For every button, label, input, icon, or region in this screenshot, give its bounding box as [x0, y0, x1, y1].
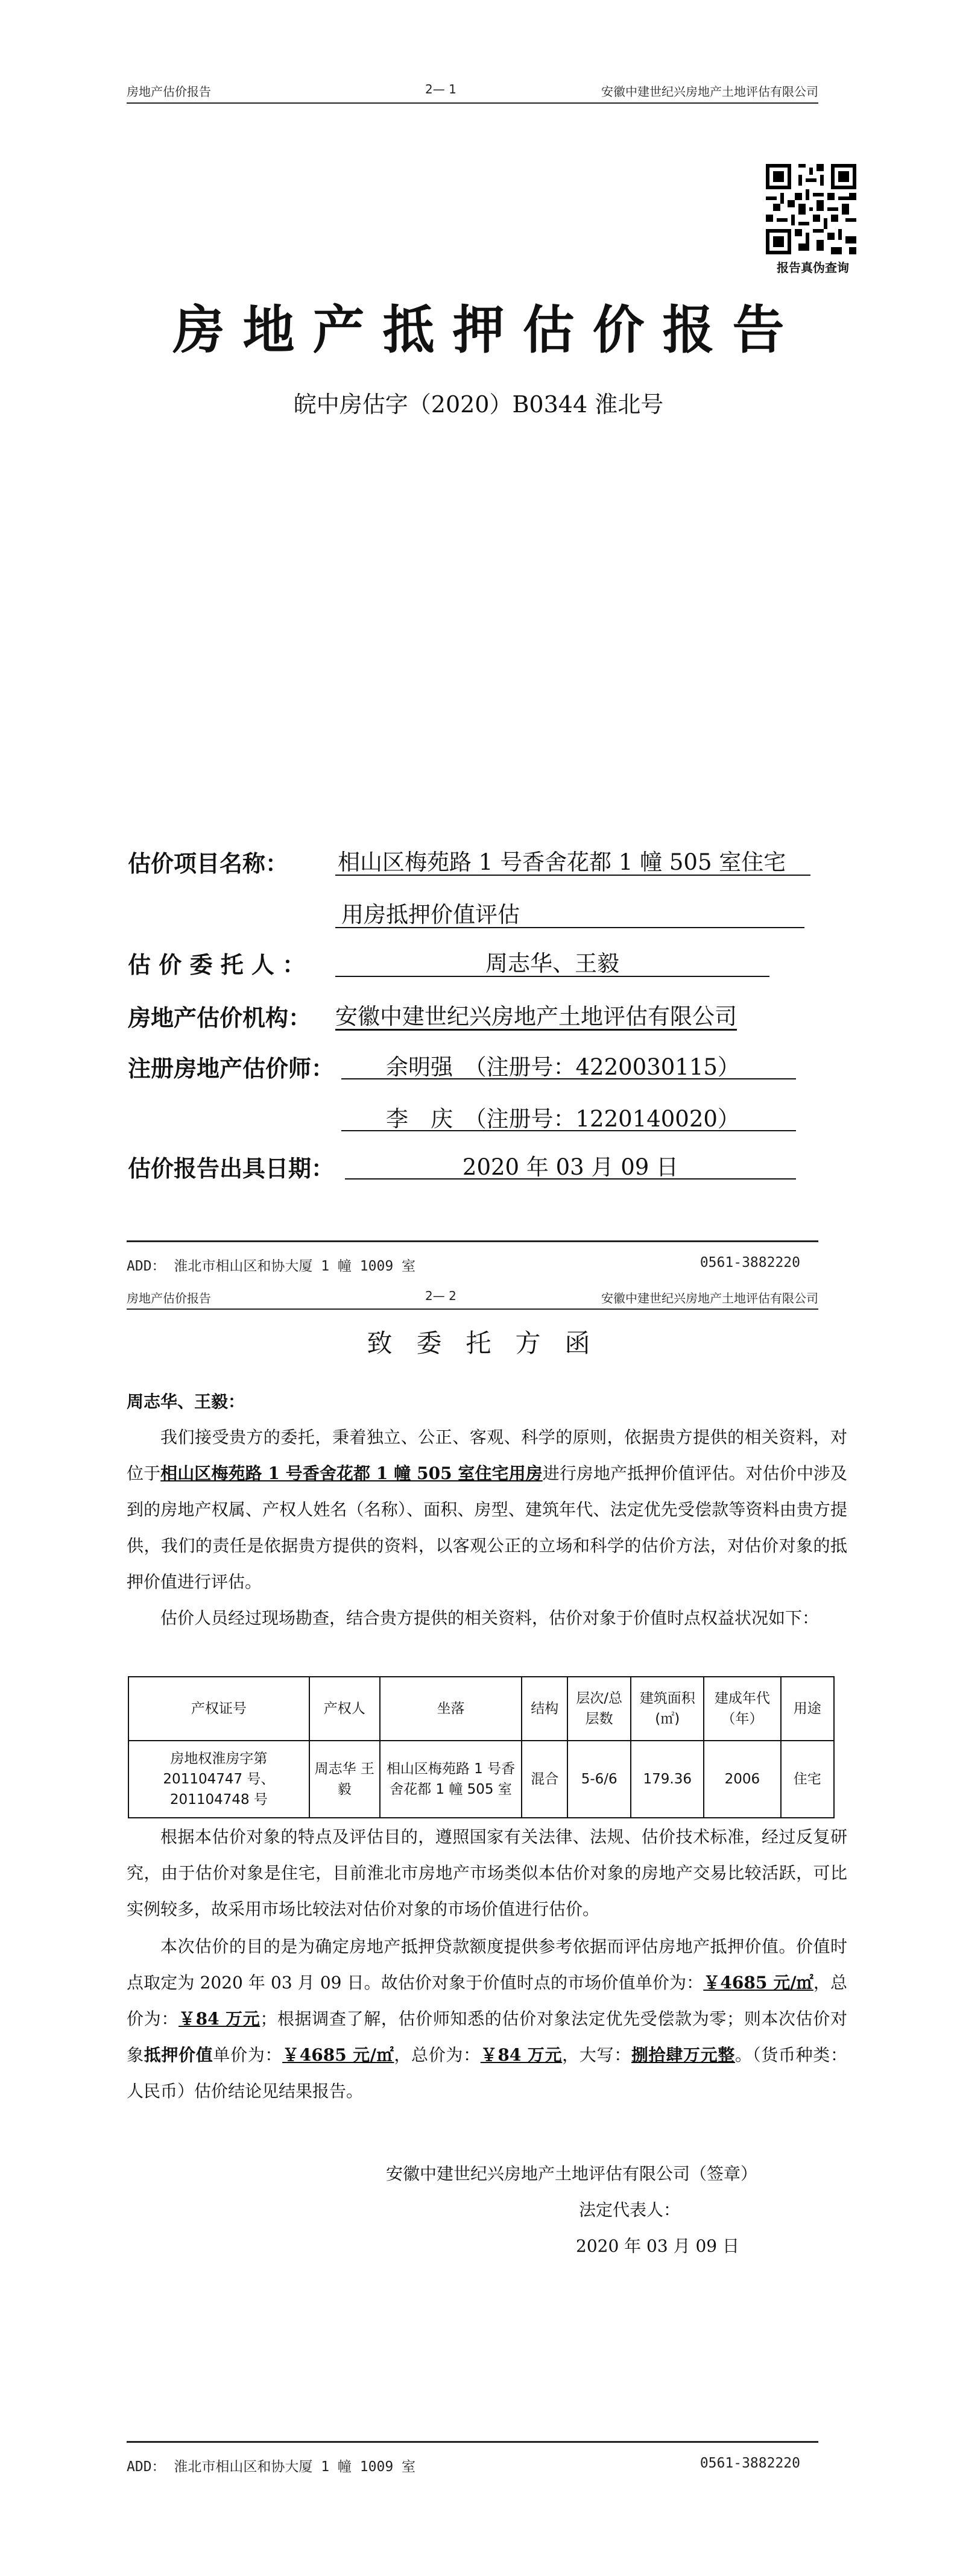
footer-phone: 0561-3882220: [700, 1255, 800, 1271]
signature-company: 安徽中建世纪兴房地产土地评估有限公司（签章）: [386, 2164, 758, 2184]
table-header: 产权证号: [128, 1677, 309, 1741]
table-header: 坐落: [380, 1677, 522, 1741]
signature-date: 2020 年 03 月 09 日: [576, 2236, 740, 2256]
date-underline: [345, 1178, 796, 1180]
letter-paragraph-1: 我们接受贵方的委托，秉着独立、公正、客观、科学的原则，依据贵方提供的相关资料，对位于相山区梅苑路 1 号香舍花都 1 幢 505 室住宅用房进行房地产抵押价值评估。对估价中涉及到的房地产权属、产权人姓名（名称）、面积、房型、建筑年代、法定优先受偿款等资料由贵方提供，我们的责任是依据贵方提供的资料，以客观公正的立场和科学的估价方法，对估价对象的抵押价值进行评估。: [127, 1427, 847, 1592]
agency-value: 安徽中建世纪兴房地产土地评估有限公司: [335, 1004, 737, 1029]
footer-address: ADD： 淮北市相山区和协大厦 1 幢 1009 室: [127, 2459, 416, 2475]
table-header: 用途: [781, 1677, 834, 1741]
table-header: 产权人: [309, 1677, 380, 1741]
header-divider-2: [127, 1308, 818, 1310]
date-label: 估价报告出具日期：: [128, 1155, 335, 1182]
table-header-row: [128, 1677, 834, 1741]
project-underline-1: [335, 875, 810, 876]
footer-phone: 0561-3882220: [700, 2455, 800, 2471]
letter-salutation: 周志华、王毅：: [127, 1392, 245, 1412]
table-header: 建筑面积(㎡): [631, 1677, 704, 1741]
table-cell: 周志华 王毅: [309, 1741, 380, 1818]
table-cell: 相山区梅苑路 1 号香舍花都 1 幢 505 室: [380, 1741, 522, 1818]
table-header: 层次/总层数: [567, 1677, 631, 1741]
client-value: 周志华、王毅: [485, 950, 619, 976]
table-cell: 房地权淮房字第 201104747 号、201104748 号: [128, 1741, 309, 1818]
qr-caption: 报告真伪查询: [777, 260, 849, 275]
table-header: 结构: [522, 1677, 567, 1741]
footer-divider: [127, 1240, 818, 1242]
footer-divider-2: [127, 2441, 818, 2443]
table-cell: 住宅: [781, 1741, 834, 1818]
client-label: 估 价 委 托 人 ：: [128, 952, 306, 978]
header-divider: [127, 102, 818, 104]
header-company: 安徽中建世纪兴房地产土地评估有限公司: [601, 84, 818, 99]
header-company: 安徽中建世纪兴房地产土地评估有限公司: [601, 1291, 818, 1305]
report-title: 房地产抵押估价报告: [172, 300, 803, 360]
appraiser-1-underline: [341, 1078, 796, 1079]
letter-paragraph-2: 估价人员经过现场勘查，结合贵方提供的相关资料，估价对象于价值时点权益状况如下：: [160, 1608, 820, 1628]
letter-paragraph-3: 根据本估价对象的特点及评估目的，遵照国家有关法律、法规、估价技术标准，经过反复研究，由于估价对象是住宅，目前淮北市房地产市场类似本估价对象的房地产交易比较活跃，可比实例较多，故采用市场比较法对估价对象的市场价值进行估价。: [127, 1827, 847, 1919]
appraiser-2-underline: [341, 1130, 796, 1131]
page-footer-2: [127, 2455, 818, 2475]
table-header: 建成年代（年）: [704, 1677, 780, 1741]
signature-representative: 法定代表人：: [579, 2200, 681, 2220]
table-cell: 混合: [522, 1741, 567, 1818]
qr-code-icon[interactable]: [766, 164, 856, 254]
project-label: 估价项目名称：: [128, 850, 289, 877]
letter-paragraph-4: 本次估价的目的是为确定房地产抵押贷款额度提供参考依据而评估房地产抵押价值。价值时点取定为 2020 年 03 月 09 日。故估价对象于价值时点的市场价值单价为：￥4685 元/㎡，总价为：￥84 万元；根据调查了解，估价师知悉的估价对象法定优先受偿款为零；则本次估价对象抵押价值单价为：￥4685 元/㎡，总价为：￥84 万元，大写：捌拾肆万元整。（货币种类：人民币）估价结论见结果报告。: [127, 1937, 848, 2101]
header-page-number: 2— 1: [425, 82, 456, 96]
table-cell: 2006: [704, 1741, 780, 1818]
agency-label: 房地产估价机构：: [128, 1005, 312, 1031]
letter-title: 致委托方函: [367, 1328, 614, 1358]
property-table: [128, 1676, 835, 1818]
table-cell: 5-6/6: [567, 1741, 631, 1818]
project-value-line2: 用房抵押价值评估: [341, 902, 520, 928]
page-header-2: [127, 1286, 818, 1308]
page-header: [127, 80, 818, 101]
header-left: 房地产估价报告: [127, 1291, 211, 1305]
client-underline: [335, 976, 769, 977]
date-value: 2020 年 03 月 09 日: [462, 1154, 679, 1180]
footer-address: ADD： 淮北市相山区和协大厦 1 幢 1009 室: [127, 1258, 416, 1274]
document-number: 皖中房估字（2020）B0344 淮北号: [293, 391, 664, 418]
appraiser-1: 余明强 （注册号：4220030115）: [386, 1054, 740, 1080]
header-left: 房地产估价报告: [127, 84, 211, 99]
project-underline-2: [335, 927, 804, 928]
table-cell: 179.36: [631, 1741, 704, 1818]
project-value-line1: 相山区梅苑路 1 号香舍花都 1 幢 505 室住宅: [338, 849, 786, 875]
table-row: [128, 1741, 834, 1818]
appraiser-label: 注册房地产估价师：: [128, 1055, 335, 1082]
page-footer: [127, 1255, 818, 1275]
appraiser-2: 李 庆 （注册号：1220140020）: [386, 1106, 740, 1132]
header-page-number: 2— 2: [425, 1289, 456, 1303]
